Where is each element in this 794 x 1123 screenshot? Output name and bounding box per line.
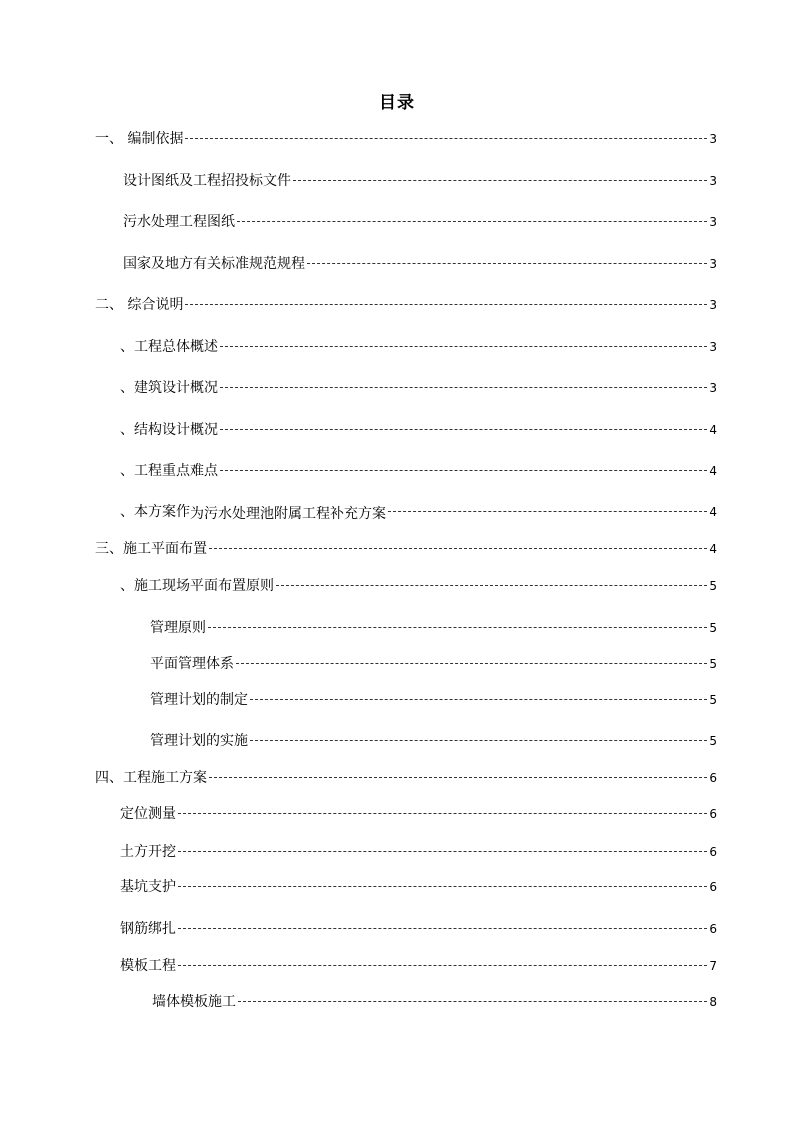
toc-page-number: 3: [709, 174, 717, 188]
toc-leader: [388, 511, 707, 512]
toc-leader: [276, 585, 707, 586]
toc-label: 定位测量: [120, 806, 176, 822]
toc-leader: [250, 699, 707, 700]
toc-entry-formwork[interactable]: [120, 957, 717, 975]
toc-leader: [185, 304, 707, 305]
toc-label: 二、 综合说明: [95, 297, 184, 313]
toc-leader: [209, 777, 707, 778]
toc-label: 、结构设计概况: [120, 422, 218, 438]
toc-entry-design-drawings[interactable]: [123, 172, 717, 190]
toc-leader: [293, 180, 707, 181]
toc-leader: [178, 813, 707, 814]
toc-page-number: 5: [709, 621, 717, 635]
toc-entry-rebar-binding[interactable]: [120, 920, 717, 938]
toc-label: 土方开挖: [120, 844, 176, 860]
toc-label-part-shifted: 为污水处理池附属工程补充方案: [190, 506, 386, 522]
toc-label: 墙体模板施工: [152, 994, 236, 1010]
toc-page-number: 3: [709, 257, 717, 271]
toc-page-number: 3: [709, 298, 717, 312]
toc-page-number: 6: [709, 807, 717, 821]
toc-label: 钢筋绑扎: [120, 921, 176, 937]
toc-entry-construction-plan[interactable]: [95, 769, 717, 787]
toc-label: 管理计划的实施: [150, 733, 248, 749]
toc-label: 模板工程: [120, 958, 176, 974]
page-title: 目录: [379, 93, 415, 113]
toc-page-number: 3: [709, 215, 717, 229]
toc-leader: [220, 470, 707, 471]
toc-leader: [178, 851, 707, 852]
toc-label: 国家及地方有关标准规范规程: [123, 256, 305, 272]
toc-leader: [220, 429, 707, 430]
toc-leader: [220, 346, 707, 347]
toc-page-number: 4: [709, 423, 717, 437]
toc-label: 管理计划的制定: [150, 692, 248, 708]
toc-entry-layout-principles[interactable]: [120, 577, 717, 595]
toc-leader: [237, 221, 707, 222]
toc-entry-architecture-overview[interactable]: [120, 379, 717, 397]
toc-page-number: 6: [709, 771, 717, 785]
toc-label: 一、 编制依据: [95, 131, 184, 147]
toc-page-number: 3: [709, 340, 717, 354]
toc-entry-key-difficulties[interactable]: [120, 462, 717, 480]
toc-leader: [178, 965, 707, 966]
toc-entry-general-description[interactable]: [95, 296, 717, 314]
toc-page-number: 4: [709, 505, 717, 519]
toc-label: 、工程总体概述: [120, 339, 218, 355]
toc-label: 基坑支护: [120, 879, 176, 895]
toc-leader: [307, 263, 707, 264]
toc-entry-supplementary-plan[interactable]: [120, 503, 717, 521]
toc-leader: [178, 886, 707, 887]
toc-entry-compile-basis[interactable]: [95, 130, 717, 148]
toc-label: 、建筑设计概况: [120, 380, 218, 396]
toc-entry-earthwork[interactable]: [120, 843, 717, 861]
toc-label: 平面管理体系: [150, 656, 234, 672]
toc-page-number: 4: [709, 542, 717, 556]
toc-entry-plan-management-system[interactable]: [150, 655, 717, 673]
toc-page-number: 6: [709, 880, 717, 894]
toc-page-number: 5: [709, 657, 717, 671]
toc-label: [120, 503, 386, 521]
toc-entry-site-layout[interactable]: [95, 540, 717, 558]
toc-entry-project-overview[interactable]: [120, 338, 717, 356]
toc-page-number: 5: [709, 579, 717, 593]
toc-entry-national-standards[interactable]: [123, 255, 717, 273]
toc-leader: [238, 1001, 707, 1002]
toc-leader: [236, 663, 707, 664]
toc-page-number: 6: [709, 845, 717, 859]
toc-label: 设计图纸及工程招投标文件: [123, 173, 291, 189]
toc-label-part: 、本方案作: [120, 504, 190, 520]
toc-entry-plan-formulation[interactable]: [150, 691, 717, 709]
toc-entry-positioning-survey[interactable]: [120, 805, 717, 823]
toc-label: 管理原则: [150, 620, 206, 636]
toc-entry-structure-overview[interactable]: [120, 421, 717, 439]
toc-page-number: 7: [709, 959, 717, 973]
toc-page-number: 5: [709, 693, 717, 707]
toc-leader: [250, 740, 707, 741]
toc-page-number: 4: [709, 464, 717, 478]
toc-label: 、工程重点难点: [120, 463, 218, 479]
toc-label: 污水处理工程图纸: [123, 214, 235, 230]
toc-leader: [178, 928, 707, 929]
toc-page-number: 5: [709, 734, 717, 748]
toc-entry-wall-formwork[interactable]: [152, 993, 717, 1011]
toc-label: 四、工程施工方案: [95, 770, 207, 786]
toc-leader: [208, 627, 707, 628]
toc-page-number: 6: [709, 922, 717, 936]
toc-leader: [220, 387, 707, 388]
toc-page-number: 3: [709, 381, 717, 395]
toc-entry-pit-support[interactable]: [120, 878, 717, 896]
toc-leader: [185, 138, 707, 139]
toc-leader: [209, 548, 707, 549]
toc-label: 三、施工平面布置: [95, 541, 207, 557]
toc-entry-sewage-drawings[interactable]: [123, 213, 717, 231]
toc-label: 、施工现场平面布置原则: [120, 578, 274, 594]
toc-page-number: 3: [709, 132, 717, 146]
toc-page-number: 8: [709, 995, 717, 1009]
toc-entry-management-principles[interactable]: [150, 619, 717, 637]
toc-entry-plan-implementation[interactable]: [150, 732, 717, 750]
